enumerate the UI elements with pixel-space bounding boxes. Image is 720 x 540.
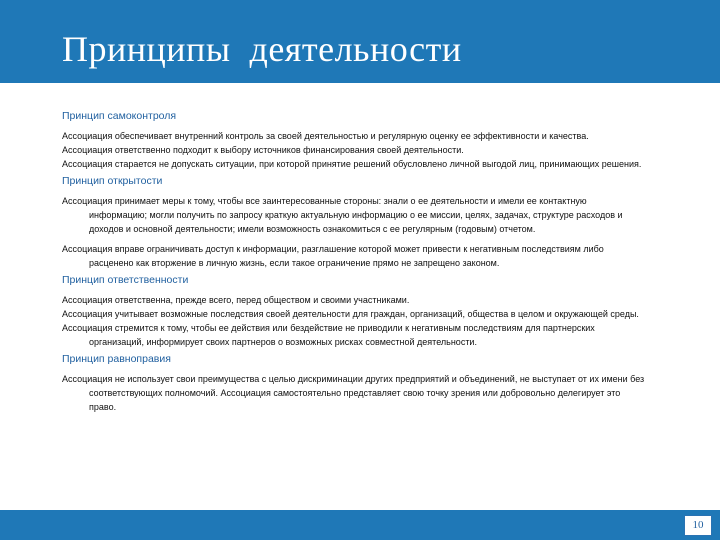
section-heading-equality: Принцип равноправия <box>62 353 171 365</box>
page-number: 10 <box>684 515 712 536</box>
section-equality <box>62 353 646 414</box>
section-openness <box>62 175 646 270</box>
paragraph-self-control-2: Ассоциация ответственно подходит к выбору источников финансирования своей деятельности. <box>62 145 464 155</box>
section-self-control <box>62 110 646 171</box>
paragraph-responsibility-2: Ассоциация учитывает возможные последствия своей деятельности для граждан, организаций, общества в целом и окружающей среды. <box>62 309 639 319</box>
paragraph-responsibility-3: Ассоциация стремится к тому, чтобы ее действия или бездействие не приводили к негативным последствиям для партнерских организаций, информирует своих партнеров о возможных рисках совместной деятельности. <box>62 323 595 347</box>
paragraph-equality-1: Ассоциация не использует свои преимущества с целью дискриминации других предприятий и объединений, не выступает от их имени без соответствующих полномочий. Ассоциация самостоятельно представляет свою точку зрения или добровольно делегирует это право. <box>62 374 645 412</box>
section-responsibility <box>62 274 646 349</box>
section-heading-openness: Принцип открытости <box>62 175 163 187</box>
footer-bar <box>0 510 720 540</box>
paragraph-openness-2: Ассоциация вправе ограничивать доступ к информации, разглашение которой может привести к негативным последствиям либо расценено как вторжение в личную жизнь, если такое ограничение прямо не запрещено законом. <box>62 244 604 268</box>
paragraph-openness-1: Ассоциация принимает меры к тому, чтобы все заинтересованные стороны: знали о ее деятельности и имели ее контактную информацию; могли получить по запросу краткую актуальную информацию о ее миссии, целях, задачах, структуре расходов и доходов и основной деятельности; имели возможность ознакомиться с ее регулярным (годовым) отчетом. <box>62 196 623 234</box>
content-area <box>62 110 646 414</box>
paragraph-self-control-1: Ассоциация обеспечивает внутренний контроль за своей деятельностью и регулярную оценку ее эффективности и качества. <box>62 131 589 141</box>
section-heading-self-control: Принцип самоконтроля <box>62 110 177 122</box>
paragraph-self-control-3: Ассоциация старается не допускать ситуации, при которой принятие решений обусловлено личной выгодой лиц, принимающих решения. <box>62 159 642 169</box>
header-bar <box>0 0 720 83</box>
slide-title: Принципы деятельности <box>62 29 462 69</box>
section-heading-responsibility: Принцип ответственности <box>62 274 189 286</box>
paragraph-responsibility-1: Ассоциация ответственна, прежде всего, перед обществом и своими участниками. <box>62 295 410 305</box>
